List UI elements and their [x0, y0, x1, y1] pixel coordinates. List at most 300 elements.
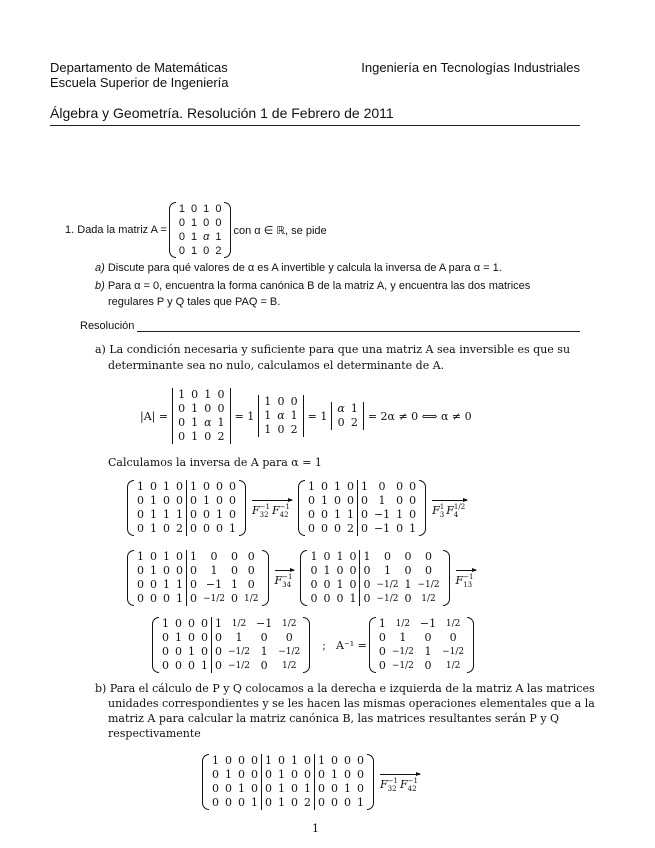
- matrix-cell: 0: [262, 768, 276, 782]
- matrix-cell: 0: [360, 592, 374, 606]
- matrix-cell: 0: [216, 480, 223, 493]
- matrix-cell: 0: [336, 592, 344, 605]
- matrix-cell: 0: [357, 494, 371, 508]
- matrix-cell: 0: [150, 578, 157, 591]
- matrix-cell: 1: [137, 550, 144, 563]
- matrix-cell: 0: [231, 550, 239, 563]
- matrix-cell: 1: [333, 508, 341, 521]
- res-b-label: b): [95, 682, 107, 695]
- matrix-cell: 0: [212, 645, 226, 659]
- part-a-text: Discute para qué valores de α es A invertible y calcula la inversa de A para α = 1.: [107, 262, 502, 274]
- matrix-cell: 0: [307, 522, 315, 535]
- matrix-cell: 0: [384, 550, 391, 563]
- matrix-cell: 0: [178, 416, 186, 429]
- matrix-cell: 1: [409, 522, 417, 535]
- matrix-cell: 1: [191, 402, 199, 415]
- matrix-cell: 0: [163, 522, 170, 535]
- matrix-cell: 0: [323, 550, 331, 563]
- matrix-cell: 0: [331, 754, 338, 767]
- operation-letter: F: [271, 504, 280, 517]
- matrix-cell: 0: [175, 659, 182, 672]
- matrix-row: [209, 796, 367, 810]
- operation-index: 32: [259, 510, 269, 519]
- matrix-cell: 2: [290, 423, 298, 436]
- det-eq1: = 1: [234, 409, 255, 423]
- matrix-cell: 0: [336, 564, 344, 577]
- matrix-cell: 1: [176, 578, 183, 591]
- matrix-row: [261, 423, 300, 437]
- matrix-cell: 1: [150, 522, 157, 535]
- matrix-cell: 0: [150, 592, 157, 605]
- matrix-cell: 1: [264, 409, 272, 422]
- matrix-cell: 1: [238, 782, 245, 795]
- matrix-cell: 1: [204, 388, 212, 401]
- matrix-cell: 1: [262, 754, 276, 768]
- matrix-cell: 0: [212, 659, 226, 673]
- determinant-row: [140, 385, 472, 447]
- matrix-cell: 1: [231, 578, 239, 591]
- matrix-cell: 2: [217, 430, 225, 443]
- matrix-cell: 0: [449, 631, 457, 644]
- res-a-cont: determinante sea no nulo, calculamos el determinante de A.: [108, 359, 445, 372]
- gauss-row-3: [150, 613, 476, 677]
- matrix-cell: 1: [320, 494, 328, 507]
- matrix-cell: 1: [201, 659, 208, 672]
- matrix-cell: 0: [178, 402, 186, 415]
- matrix-cell: 0: [163, 592, 170, 605]
- matrix-cell: 0: [357, 754, 364, 767]
- degree: Ingeniería en Tecnologías Industriales: [361, 60, 580, 75]
- matrix-row: [176, 230, 225, 244]
- matrix-cell: 1: [315, 754, 329, 768]
- matrix-cell: 1/2: [244, 594, 259, 604]
- row-operation-arrow: [432, 498, 467, 519]
- matrix-cell: 0: [409, 508, 417, 521]
- matrix-cell: 1: [378, 617, 386, 630]
- matrix-cell: −1/2: [203, 594, 226, 604]
- problem-intro: Dada la matriz A =: [77, 224, 167, 236]
- matrix-row: [175, 430, 227, 444]
- matrix-cell: 0: [251, 782, 258, 795]
- matrix-cell: 0: [349, 564, 357, 577]
- matrix-cell: α: [204, 416, 212, 429]
- matrix-cell: 1: [203, 203, 210, 215]
- matrix-cell: 1: [150, 564, 157, 577]
- matrix-cell: 0: [425, 564, 433, 577]
- matrix-cell: 0: [187, 564, 201, 578]
- matrix-cell: 0: [162, 659, 169, 672]
- matrix-cell: 0: [357, 522, 371, 536]
- matrix-cell: 0: [187, 592, 201, 606]
- matrix-cell: 0: [337, 416, 345, 429]
- matrix-row: [159, 631, 303, 645]
- matrix-cell: 2: [215, 245, 222, 257]
- matrix-cell: 1: [150, 508, 157, 521]
- matrix-cell: 0: [378, 480, 386, 493]
- matrix-cell: 0: [378, 631, 386, 644]
- determinant: [329, 402, 365, 430]
- matrix-cell: 0: [203, 522, 210, 535]
- matrix-cell: −1/2: [391, 647, 414, 657]
- matrix-cell: 0: [212, 796, 219, 809]
- matrix-row: [261, 409, 300, 423]
- matrix-cell: 0: [290, 395, 298, 408]
- left-bar: [172, 388, 173, 444]
- matrix-row: [159, 645, 303, 659]
- inverse-lhs: A⁻¹ =: [336, 638, 367, 652]
- matrix-cell: 0: [187, 522, 201, 536]
- matrix-cell: 0: [424, 631, 432, 644]
- matrix-cell: 1: [187, 480, 201, 494]
- matrix-cell: 1: [344, 782, 351, 795]
- matrix-cell: −1: [373, 522, 391, 535]
- right-bar: [363, 402, 364, 430]
- matrix-cell: 0: [176, 480, 183, 493]
- matrix-cell: 0: [175, 645, 182, 658]
- matrix-row: [376, 617, 467, 631]
- matrix-cell: 0: [346, 494, 354, 507]
- matrix-cell: 0: [178, 430, 186, 443]
- matrix-cell: 0: [178, 245, 185, 257]
- part-b-label: b): [95, 280, 105, 292]
- matrix-cell: 0: [323, 578, 331, 591]
- matrix-cell: 1: [212, 754, 219, 767]
- matrix-cell: 1: [278, 796, 285, 809]
- matrix-cell: 1: [278, 782, 285, 795]
- matrix-cell: 1: [175, 631, 182, 644]
- operation-letter: F: [252, 504, 260, 517]
- matrix-cell: 1: [360, 550, 374, 564]
- matrix-cell: 2: [350, 416, 358, 429]
- matrix-cell: 0: [320, 480, 328, 493]
- det-lhs: |A| =: [140, 409, 169, 423]
- matrix-cell: 1: [304, 782, 311, 795]
- matrix-cell: 0: [344, 796, 351, 809]
- matrix-cell: 1/2: [421, 594, 436, 604]
- matrix-cell: 1: [162, 617, 169, 630]
- part-a-label: a): [95, 262, 105, 274]
- right-bar: [303, 395, 304, 437]
- problem-number: 1.: [65, 224, 75, 236]
- matrix-cell: 1: [310, 550, 318, 563]
- right-bar: [230, 388, 231, 444]
- matrix-cell: 0: [188, 631, 195, 644]
- matrix-cell: 1: [424, 645, 432, 658]
- resolution-rule: [137, 331, 580, 332]
- matrix-cell: 0: [260, 659, 268, 672]
- matrix-row: [134, 592, 262, 606]
- matrix-cell: 0: [176, 494, 183, 507]
- matrix-row: [159, 617, 303, 631]
- matrix-cell: 0: [215, 217, 222, 229]
- matrix-A: [169, 202, 232, 258]
- part-a: [95, 262, 502, 274]
- matrix-cell: 0: [315, 796, 329, 810]
- matrix-cell: 1: [336, 578, 344, 591]
- matrix-cell: 2: [176, 522, 183, 535]
- matrix-cell: −1/2: [376, 580, 399, 590]
- matrix-cell: 1: [187, 550, 201, 564]
- matrix-cell: 0: [360, 578, 374, 592]
- matrix-cell: 0: [188, 617, 195, 630]
- matrix-cell: −1: [256, 617, 273, 630]
- matrix-cell: 1/2: [445, 619, 461, 629]
- matrix-cell: 0: [251, 754, 258, 767]
- det-eq2: = 1: [307, 409, 328, 423]
- matrix-cell: 1: [349, 592, 357, 605]
- matrix: [152, 617, 310, 673]
- matrix-cell: 1: [399, 631, 407, 644]
- matrix-cell: 1/2: [282, 619, 297, 629]
- matrix-cell: 0: [357, 782, 364, 795]
- matrix: [298, 480, 426, 536]
- matrix-cell: 1: [178, 388, 186, 401]
- matrix-cell: 2: [346, 522, 354, 535]
- matrix-cell: 0: [409, 494, 417, 507]
- matrix-cell: 1: [290, 409, 298, 422]
- matrix-cell: 0: [137, 522, 144, 535]
- matrix-cell: 0: [187, 578, 201, 592]
- matrix-cell: 0: [162, 645, 169, 658]
- matrix-cell: 1: [229, 522, 236, 535]
- matrix-cell: 0: [333, 522, 341, 535]
- right-paren: [224, 202, 231, 258]
- gauss-row-2: [125, 546, 480, 610]
- matrix-cell: 0: [315, 768, 329, 782]
- matrix-cell: 1: [404, 578, 412, 591]
- res-a: [95, 343, 570, 356]
- matrix-cell: 1: [251, 796, 258, 809]
- school: Escuela Superior de Ingeniería: [50, 75, 229, 90]
- left-paren: [152, 617, 159, 673]
- matrix-cell: 0: [291, 796, 298, 809]
- matrix-cell: 1: [278, 768, 285, 781]
- matrix-cell: 1: [307, 480, 315, 493]
- matrix-cell: 0: [424, 659, 432, 672]
- matrix-cell: 0: [425, 550, 433, 563]
- matrix-cell: 0: [404, 592, 412, 605]
- matrix-cell: −1/2: [376, 594, 399, 604]
- right-paren: [467, 617, 474, 673]
- operation-exponent: −1: [387, 776, 398, 785]
- matrix-cell: 1: [396, 508, 404, 521]
- matrix-cell: 0: [225, 796, 232, 809]
- matrix-cell: 1: [264, 395, 272, 408]
- matrix-cell: 0: [217, 388, 225, 401]
- res-a-text: La condición necesaria y suficiente para que una matriz A sea inversible es que su: [109, 343, 571, 356]
- matrix-cell: 0: [231, 564, 239, 577]
- left-paren: [127, 480, 134, 536]
- matrix-row: [134, 522, 239, 536]
- matrix-cell: 0: [162, 631, 169, 644]
- matrix-cell: 0: [191, 388, 199, 401]
- matrix-cell: 0: [204, 430, 212, 443]
- inverse-intro: Calculamos la inversa de A para α = 1: [108, 456, 322, 469]
- matrix-cell: 0: [310, 578, 318, 591]
- matrix-cell: 0: [137, 564, 144, 577]
- matrix-cell: 1/2: [395, 619, 411, 629]
- matrix-cell: −1/2: [228, 647, 251, 657]
- header-rule: [50, 125, 580, 126]
- operation-index: 42: [279, 510, 289, 519]
- matrix-cell: 0: [310, 592, 318, 605]
- matrix-cell: 2: [304, 796, 311, 809]
- matrix-cell: 1: [191, 416, 199, 429]
- matrix-cell: 0: [285, 631, 293, 644]
- right-paren: [239, 480, 246, 536]
- right-paren: [367, 754, 374, 810]
- matrix-cell: 1: [333, 480, 341, 493]
- matrix-cell: 1: [212, 617, 226, 631]
- matrix-cell: 0: [201, 617, 208, 630]
- matrix-cell: 0: [188, 659, 195, 672]
- matrix-row: [305, 480, 419, 494]
- matrix-cell: 1: [323, 564, 331, 577]
- matrix-cell: 1/2: [445, 661, 461, 671]
- matrix-cell: 0: [277, 423, 285, 436]
- operation-index: 34: [282, 580, 292, 589]
- department: Departamento de Matemáticas: [50, 60, 228, 75]
- res-b-text: Para el cálculo de P y Q colocamos a la derecha e izquierda de la matriz A las matrices: [109, 682, 595, 695]
- matrix-cell: 1: [216, 508, 223, 521]
- matrix-cell: 0: [251, 768, 258, 781]
- matrix-cell: 0: [217, 402, 225, 415]
- matrix-cell: 1: [384, 564, 391, 577]
- matrix-cell: 0: [320, 508, 328, 521]
- determinant: [170, 388, 232, 444]
- matrix-row: [175, 416, 227, 430]
- matrix-cell: 0: [225, 754, 232, 767]
- matrix-row: [176, 216, 225, 230]
- problem-after: con α ∈ ℝ, se pide: [233, 224, 327, 237]
- matrix-row: [376, 645, 467, 659]
- right-paren: [419, 480, 426, 536]
- matrix-cell: 0: [349, 578, 357, 591]
- matrix-cell: 0: [231, 592, 239, 605]
- matrix-cell: 1/2: [282, 661, 297, 671]
- matrix-cell: 0: [137, 578, 144, 591]
- matrix-row: [307, 564, 442, 578]
- matrix-row: [175, 402, 227, 416]
- matrix-cell: 0: [203, 217, 210, 229]
- operation-exponent: −1: [259, 502, 270, 511]
- matrix-cell: 1: [378, 494, 386, 507]
- operation-letter: F: [399, 778, 408, 791]
- matrix-cell: 1: [176, 592, 183, 605]
- matrix-cell: −1/2: [278, 647, 301, 657]
- matrix-row: [134, 494, 239, 508]
- matrix-cell: 1: [215, 231, 222, 243]
- matrix-cell: 1: [357, 796, 364, 809]
- matrix-cell: 0: [201, 631, 208, 644]
- matrix-cell: 0: [262, 782, 276, 796]
- operation-index: 32: [387, 784, 397, 793]
- matrix-row: [134, 578, 262, 592]
- operation-letter: F: [446, 504, 454, 517]
- matrix-row: [134, 550, 262, 564]
- res-b-2: unidades correspondientes y se les hacen las mismas operaciones elementales que a la: [108, 697, 595, 710]
- matrix-cell: 0: [212, 768, 219, 781]
- matrix-cell: 1: [190, 217, 198, 229]
- matrix-cell: 0: [323, 592, 331, 605]
- matrix-cell: 0: [238, 754, 245, 767]
- matrix-row: [261, 395, 300, 409]
- matrix-cell: 0: [204, 402, 212, 415]
- matrix-cell: 0: [215, 203, 222, 215]
- matrix-cell: 0: [304, 768, 311, 781]
- operation-index: 3: [439, 510, 445, 519]
- row-operation-arrow: [380, 772, 420, 793]
- gauss-row-1: [125, 476, 471, 540]
- matrix-cell: 1: [264, 423, 272, 436]
- resolution-label: Resolución: [80, 320, 135, 332]
- matrix-row: [176, 202, 225, 216]
- operation-exponent: −1: [279, 502, 290, 511]
- row-operation-arrow: [275, 568, 295, 589]
- matrix-cell: 0: [320, 522, 328, 535]
- matrix-cell: 0: [396, 522, 404, 535]
- matrix-cell: −1: [419, 617, 437, 630]
- matrix-cell: 0: [315, 782, 329, 796]
- part-b-text: Para α = 0, encuentra la forma canónica B de la matriz A, y encuentra las dos matrices: [107, 280, 531, 292]
- det-result: = 2α ≠ 0 ⟺ α ≠ 0: [367, 409, 472, 423]
- matrix-cell: 0: [203, 480, 210, 493]
- matrix-cell: 0: [331, 782, 338, 795]
- matrix-row: [334, 416, 360, 430]
- matrix-cell: 0: [187, 508, 201, 522]
- matrix-cell: 1: [235, 631, 243, 644]
- left-paren: [127, 550, 134, 606]
- matrix-cell: 0: [175, 617, 182, 630]
- matrix-cell: −1/2: [391, 661, 414, 671]
- matrix-cell: 0: [262, 796, 276, 810]
- matrix-row: [209, 768, 367, 782]
- matrix-cell: 0: [229, 480, 236, 493]
- matrix-cell: 1: [291, 754, 298, 767]
- operation-exponent: −1: [282, 572, 293, 581]
- left-paren: [169, 202, 176, 258]
- operation-index: 4: [453, 510, 459, 519]
- matrix-cell: −1/2: [442, 647, 465, 657]
- matrix-cell: 0: [178, 231, 185, 243]
- matrix-cell: 0: [212, 782, 219, 795]
- matrix-cell: 0: [260, 631, 268, 644]
- exam-title: Álgebra y Geometría. Resolución 1 de Febrero de 2011: [50, 105, 394, 121]
- left-paren: [369, 617, 376, 673]
- matrix-cell: 1: [190, 245, 198, 257]
- semicolon: ;: [322, 638, 326, 652]
- matrix-cell: 0: [216, 494, 223, 507]
- matrix-row: [159, 659, 303, 673]
- left-paren: [202, 754, 209, 810]
- matrix-cell: 0: [137, 592, 144, 605]
- matrix-cell: 0: [247, 550, 255, 563]
- matrix-cell: 1: [163, 578, 170, 591]
- matrix-row: [176, 244, 225, 258]
- matrix-cell: 1: [260, 645, 268, 658]
- matrix-cell: 0: [229, 508, 236, 521]
- matrix-row: [134, 480, 239, 494]
- matrix: [127, 480, 246, 536]
- matrix-cell: 0: [278, 754, 285, 767]
- operation-letter: F: [432, 504, 440, 517]
- right-paren: [303, 617, 310, 673]
- matrix-cell: 0: [201, 645, 208, 658]
- operation-exponent: 1/2: [453, 502, 466, 511]
- matrix-cell: 1: [350, 402, 358, 415]
- matrix: [300, 550, 449, 606]
- matrix-cell: 0: [203, 245, 210, 257]
